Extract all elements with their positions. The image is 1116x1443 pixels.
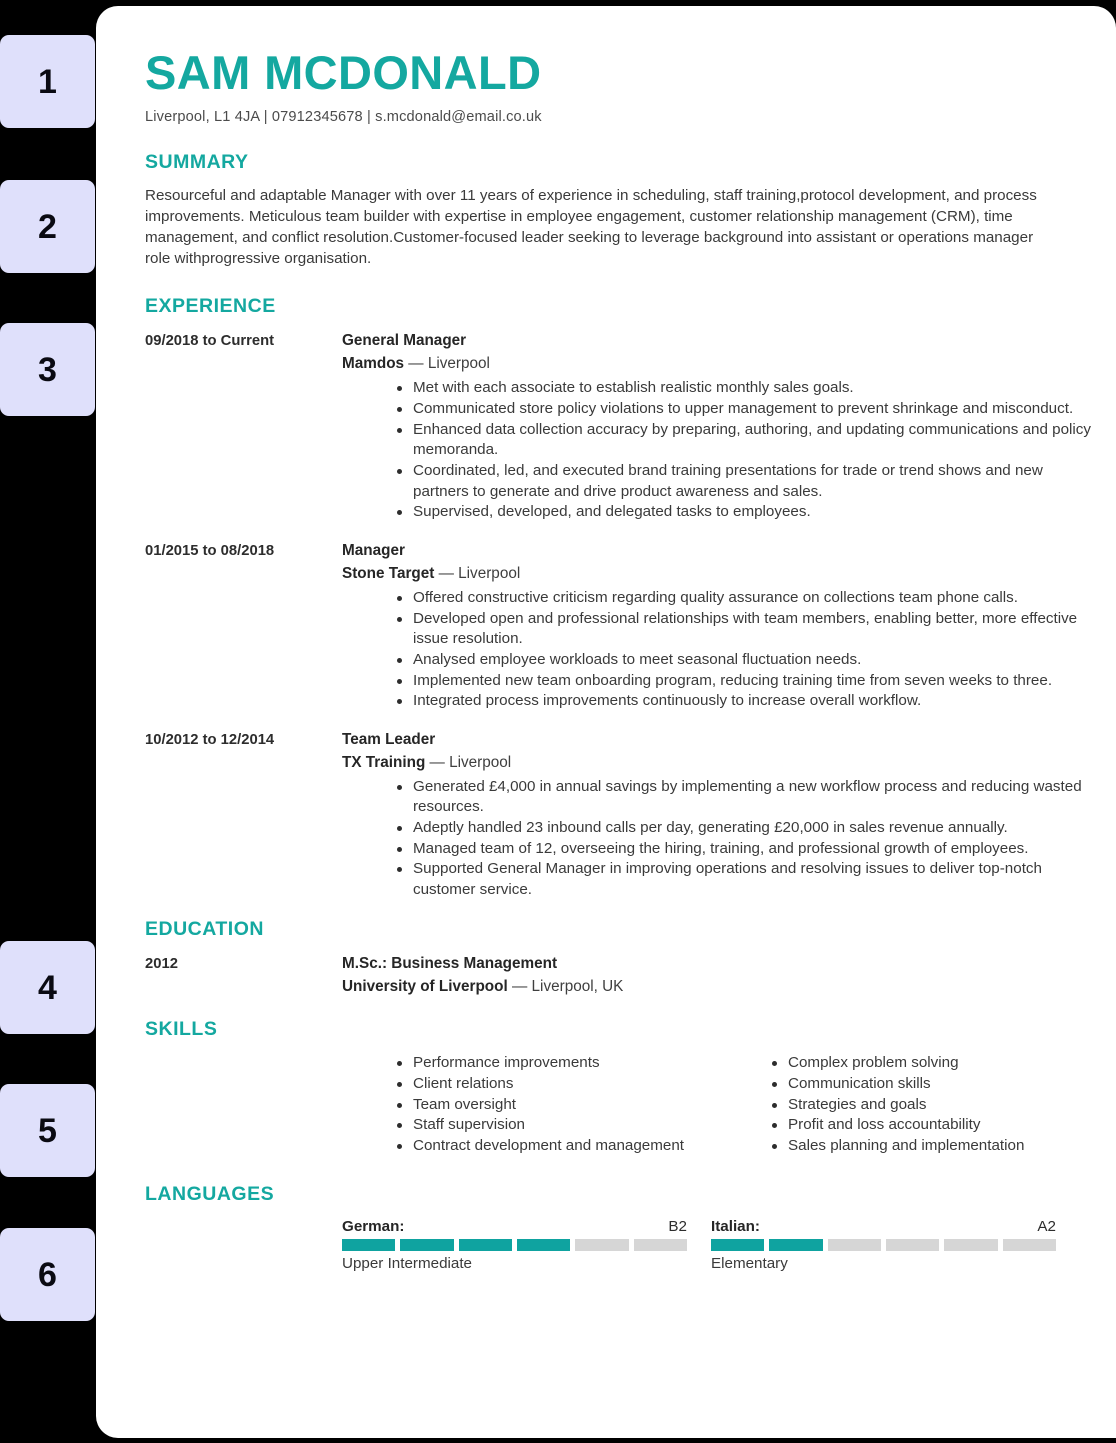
skills-heading: SKILLS: [145, 1018, 218, 1041]
page-marker-3[interactable]: [0, 323, 95, 416]
job-bullet: Developed open and professional relationships with team members, enabling better, more effective issue resolution.: [397, 609, 1092, 650]
section-skills: [145, 1018, 1092, 1157]
job-organisation: [342, 563, 1092, 586]
language-header: [711, 1218, 1056, 1235]
page-marker-label: 6: [38, 1255, 57, 1294]
job-bullet: Integrated process improvements continuously to increase overall workflow.: [397, 691, 1092, 712]
language-bar-segment: [459, 1239, 512, 1251]
job-bullet-list: [342, 777, 1092, 901]
job-bullet: Analysed employee workloads to meet seasonal fluctuation needs.: [397, 650, 1092, 671]
skills-column-left: [342, 1053, 717, 1156]
summary-text: Resourceful and adaptable Manager with over 11 years of experience in scheduling, staff training,protocol development, and process improvements. Meticulous team builder with expertise in employee engagement, customer relationship management (CRM), time management, and conflict resolution.Customer-focused leader seeking to leverage background into assistant or operations manager role withprogressive organisation.: [145, 187, 1037, 268]
language-item: [342, 1218, 687, 1275]
job-bullet: Offered constructive criticism regarding quality assurance on collections team phone calls.: [397, 588, 1092, 609]
page-marker-4[interactable]: [0, 941, 95, 1034]
job-organisation-name: Mamdos: [342, 355, 405, 373]
language-bar-segment: [342, 1239, 395, 1251]
job-organisation-name: Stone Target: [342, 564, 435, 582]
skill-item: Staff supervision: [397, 1115, 717, 1136]
job-location: Liverpool: [449, 753, 512, 771]
job-location: Liverpool: [427, 355, 490, 373]
experience-entry: [145, 729, 1092, 901]
job-title: Manager: [342, 541, 405, 559]
language-bar-segment: [1003, 1239, 1056, 1251]
languages-list: [145, 1218, 1092, 1275]
job-bullet: Managed team of 12, overseeing the hiring, training, and professional growth of employees.: [397, 839, 1092, 860]
page-marker-label: 4: [38, 968, 57, 1007]
page-marker-rail: [0, 0, 96, 1443]
job-organisation: [342, 353, 1092, 376]
skills-list-left: [342, 1053, 717, 1156]
language-bar-segment: [634, 1239, 687, 1251]
skill-item: Strategies and goals: [772, 1095, 1092, 1116]
language-bar-segment: [828, 1239, 881, 1251]
education-body: [342, 953, 1092, 1001]
experience-date: 10/2012 to 12/2014: [145, 731, 275, 748]
experience-body: [342, 540, 1092, 712]
section-summary: [145, 151, 1092, 270]
resume-page: [96, 6, 1116, 1438]
page-marker-2[interactable]: [0, 180, 95, 273]
job-title: Team Leader: [342, 730, 436, 748]
language-bar-segment: [769, 1239, 822, 1251]
education-entry: [145, 953, 1092, 1001]
skill-item: Communication skills: [772, 1074, 1092, 1095]
job-bullet: Enhanced data collection accuracy by preparing, authoring, and updating communications and policy memoranda.: [397, 420, 1092, 461]
skill-item: Complex problem solving: [772, 1053, 1092, 1074]
experience-date: 01/2015 to 08/2018: [145, 542, 275, 559]
language-name: German:: [342, 1218, 405, 1236]
education-entry-list: [145, 953, 1092, 1001]
job-bullet-list: [342, 378, 1092, 523]
job-bullet: Implemented new team onboarding program, reducing training time from seven weeks to three.: [397, 671, 1092, 692]
skills-columns: [145, 1053, 1092, 1156]
language-bar-segment: [517, 1239, 570, 1251]
job-bullet: Adeptly handled 23 inbound calls per day, generating £20,000 in sales revenue annually.: [397, 818, 1092, 839]
job-organisation: [342, 752, 1092, 775]
section-experience: [145, 295, 1092, 901]
language-proficiency-bar: [711, 1239, 1056, 1251]
section-education: [145, 918, 1092, 1001]
language-level-code: A2: [1037, 1218, 1056, 1236]
language-item: [711, 1218, 1056, 1275]
skill-item: Performance improvements: [397, 1053, 717, 1074]
page-marker-label: 5: [38, 1111, 57, 1150]
job-organisation-separator: —: [425, 753, 450, 771]
language-bar-segment: [886, 1239, 939, 1251]
experience-body: [342, 729, 1092, 901]
skill-item: Sales planning and implementation: [772, 1136, 1092, 1157]
section-languages: [145, 1183, 1092, 1275]
skills-column-right: [717, 1053, 1092, 1156]
page-marker-label: 1: [38, 62, 57, 101]
resume-content: [96, 6, 1116, 1275]
experience-heading: EXPERIENCE: [145, 294, 276, 317]
skill-item: Profit and loss accountability: [772, 1115, 1092, 1136]
education-date: 2012: [145, 956, 178, 973]
contact-line: Liverpool, L1 4JA | 07912345678 | s.mcdonald@email.co.uk: [145, 108, 542, 125]
language-proficiency-bar: [342, 1239, 687, 1251]
experience-entry: [145, 330, 1092, 523]
job-bullet: Supported General Manager in improving operations and resolving issues to deliver top-notch customer service.: [397, 859, 1092, 900]
page-marker-5[interactable]: [0, 1084, 95, 1177]
job-bullet: Communicated store policy violations to upper management to prevent shrinkage and misconduct.: [397, 399, 1092, 420]
language-bar-segment: [400, 1239, 453, 1251]
language-header: [342, 1218, 687, 1235]
experience-body: [342, 330, 1092, 523]
job-bullet: Coordinated, led, and executed brand training presentations for trade or trend shows and new partners to generate and drive product awareness and sales.: [397, 461, 1092, 502]
education-location: Liverpool, UK: [531, 978, 624, 996]
skills-list-right: [717, 1053, 1092, 1156]
education-separator: —: [507, 978, 532, 996]
education-institution: University of Liverpool: [342, 978, 508, 996]
job-location: Liverpool: [458, 564, 521, 582]
language-bar-segment: [575, 1239, 628, 1251]
page-marker-1[interactable]: [0, 35, 95, 128]
job-title: General Manager: [342, 332, 467, 350]
language-name: Italian:: [711, 1218, 760, 1236]
job-organisation-name: TX Training: [342, 753, 426, 771]
education-heading: EDUCATION: [145, 917, 264, 940]
experience-entry-list: [145, 330, 1092, 900]
page-marker-label: 2: [38, 207, 57, 246]
job-bullet: Generated £4,000 in annual savings by implementing a new workflow process and reducing wasted resources.: [397, 777, 1092, 818]
summary-heading: SUMMARY: [145, 150, 249, 173]
languages-heading: LANGUAGES: [145, 1182, 275, 1205]
skill-item: Contract development and management: [397, 1136, 717, 1157]
language-level-description: Elementary: [711, 1255, 788, 1273]
experience-date: 09/2018 to Current: [145, 333, 275, 350]
education-institution-line: [342, 976, 1092, 999]
experience-entry: [145, 540, 1092, 712]
job-bullet: Supervised, developed, and delegated tasks to employees.: [397, 502, 1092, 523]
job-organisation-separator: —: [434, 564, 459, 582]
language-level-description: Upper Intermediate: [342, 1255, 473, 1273]
job-organisation-separator: —: [404, 355, 428, 373]
language-bar-segment: [711, 1239, 764, 1251]
page-title: SAM MCDONALD: [145, 46, 542, 99]
page-marker-label: 3: [38, 350, 57, 389]
skill-item: Client relations: [397, 1074, 717, 1095]
skill-item: Team oversight: [397, 1095, 717, 1116]
page-marker-6[interactable]: [0, 1228, 95, 1321]
education-degree: M.Sc.: Business Management: [342, 955, 558, 973]
language-level-code: B2: [668, 1218, 687, 1236]
job-bullet-list: [342, 588, 1092, 712]
language-bar-segment: [944, 1239, 997, 1251]
job-bullet: Met with each associate to establish realistic monthly sales goals.: [397, 378, 1092, 399]
